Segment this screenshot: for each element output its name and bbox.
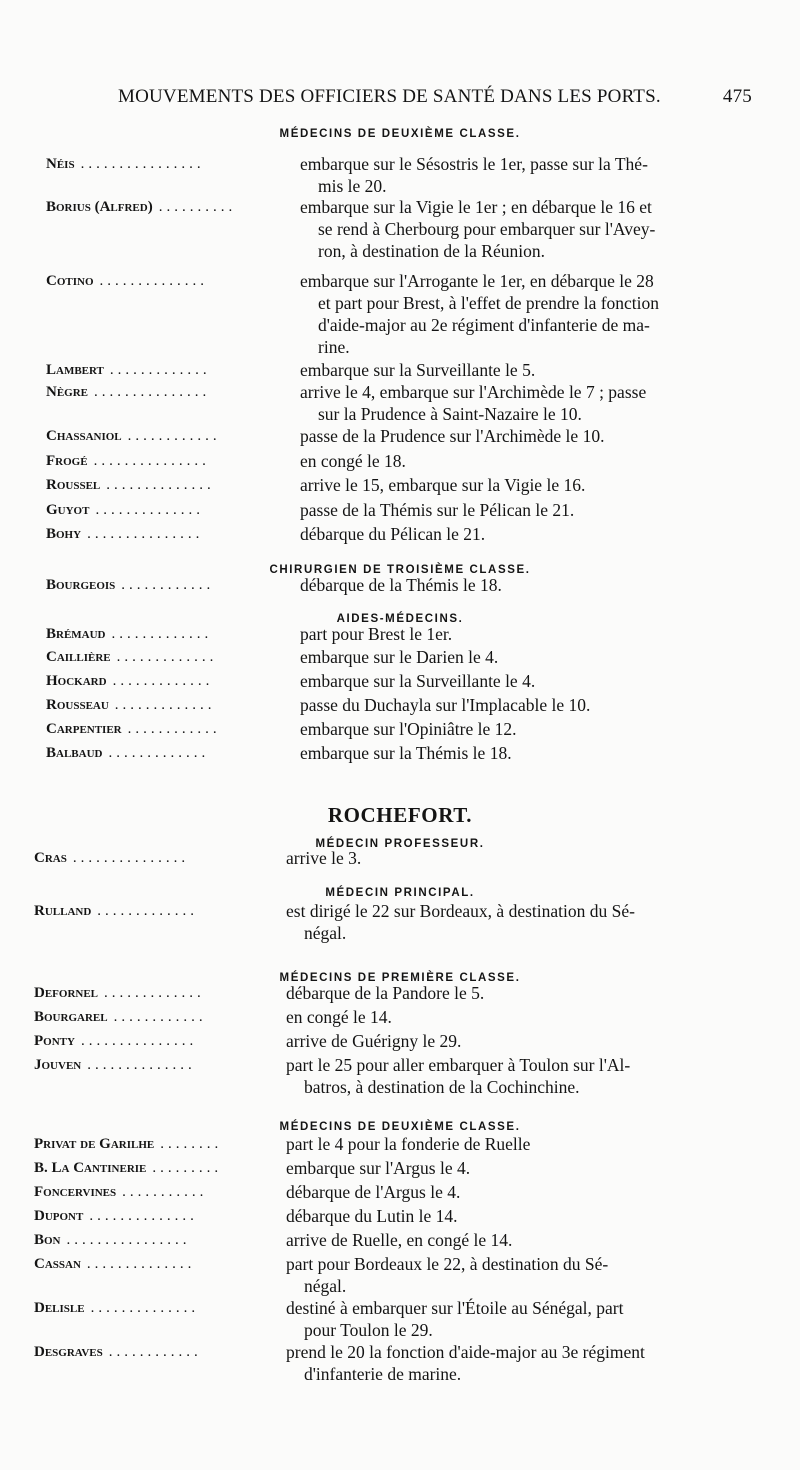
movement-description bbox=[300, 646, 750, 668]
roster-entry bbox=[0, 1229, 800, 1251]
dot-leader: .............. bbox=[106, 477, 215, 493]
dot-leader: ............ bbox=[121, 577, 215, 593]
roster-entry bbox=[0, 1341, 800, 1385]
movement-description bbox=[286, 847, 738, 869]
running-title: MOUVEMENTS DES OFFICIERS DE SANTÉ DANS LES PORTS. bbox=[118, 86, 661, 107]
description-line: embarque sur l'Opiniâtre le 12. bbox=[300, 719, 517, 739]
movement-description bbox=[286, 1157, 738, 1179]
movement-description bbox=[286, 1133, 738, 1155]
description-line: arrive de Guérigny le 29. bbox=[286, 1031, 462, 1051]
dot-leader: ............. bbox=[97, 903, 199, 919]
description-line: pour Toulon le 29. bbox=[304, 1320, 433, 1340]
dot-leader: .............. bbox=[90, 1300, 200, 1316]
description-line: part pour Bordeaux le 22, à destination du Sé- bbox=[286, 1254, 609, 1274]
officer-name: Hockard bbox=[46, 673, 107, 689]
dot-leader: ............. bbox=[108, 745, 210, 761]
roster-entry bbox=[0, 1205, 800, 1227]
description-line: négal. bbox=[304, 923, 347, 943]
roster-entry bbox=[0, 523, 800, 545]
section-heading: MÉDECIN PRINCIPAL. bbox=[325, 887, 475, 899]
roster-entry bbox=[0, 847, 800, 869]
roster-entry bbox=[0, 1133, 800, 1155]
roster-entry bbox=[0, 1030, 800, 1052]
movement-description bbox=[300, 623, 750, 645]
dot-leader: ............... bbox=[93, 453, 210, 469]
roster-entry bbox=[0, 574, 800, 596]
description-line: passe du Duchayla sur l'Implacable le 10. bbox=[300, 695, 591, 715]
roster-entry bbox=[0, 425, 800, 447]
movement-description bbox=[300, 574, 750, 596]
description-line: embarque sur la Thémis le 18. bbox=[300, 743, 512, 763]
officer-name: Carpentier bbox=[46, 721, 122, 737]
description-line: arrive de Ruelle, en congé le 14. bbox=[286, 1230, 513, 1250]
dot-leader: ............... bbox=[80, 1033, 198, 1049]
dot-leader: .............. bbox=[89, 1208, 198, 1224]
movement-description bbox=[286, 1297, 738, 1341]
description-line: embarque sur l'Argus le 4. bbox=[286, 1158, 471, 1178]
roster-entry bbox=[0, 196, 800, 262]
dot-leader: ................ bbox=[66, 1232, 191, 1248]
dot-leader: ............ bbox=[127, 721, 221, 737]
dot-leader: ............. bbox=[114, 697, 216, 713]
movement-description bbox=[286, 982, 738, 1004]
section-heading: MÉDECINS DE DEUXIÈME CLASSE. bbox=[279, 1121, 521, 1133]
description-line: passe de la Prudence sur l'Archimède le 10. bbox=[300, 426, 605, 446]
roster-entry bbox=[0, 900, 800, 944]
roster-entry bbox=[0, 1253, 800, 1297]
movement-description bbox=[300, 694, 750, 716]
description-line: mis le 20. bbox=[318, 176, 387, 196]
officer-name: Delisle bbox=[34, 1300, 85, 1316]
movement-description bbox=[300, 270, 750, 358]
movement-description bbox=[286, 1205, 738, 1227]
movement-description bbox=[300, 153, 750, 197]
officer-name: Cassan bbox=[34, 1256, 81, 1272]
roster-entry bbox=[0, 153, 800, 197]
description-line: arrive le 15, embarque sur la Vigie le 16. bbox=[300, 475, 586, 495]
dot-leader: ........... bbox=[122, 1184, 208, 1200]
movement-description bbox=[286, 1181, 738, 1203]
movement-description bbox=[300, 474, 750, 496]
movement-description bbox=[300, 670, 750, 692]
description-line: débarque de l'Argus le 4. bbox=[286, 1182, 461, 1202]
roster-entry bbox=[0, 694, 800, 716]
officer-name: Dupont bbox=[34, 1208, 84, 1224]
officer-name: Desgraves bbox=[34, 1344, 103, 1360]
running-header bbox=[118, 86, 752, 114]
description-line: arrive le 3. bbox=[286, 848, 362, 868]
officer-name: Bohy bbox=[46, 526, 82, 542]
dot-leader: ............... bbox=[87, 526, 204, 542]
description-line: en congé le 18. bbox=[300, 451, 406, 471]
description-line: débarque du Lutin le 14. bbox=[286, 1206, 458, 1226]
officer-name: Bon bbox=[34, 1232, 61, 1248]
movement-description bbox=[286, 1030, 738, 1052]
dot-leader: .............. bbox=[87, 1057, 196, 1073]
officer-name: Néis bbox=[46, 156, 75, 172]
roster-entry bbox=[0, 1054, 800, 1098]
description-line: sur la Prudence à Saint-Nazaire le 10. bbox=[318, 404, 582, 424]
section-heading: MÉDECINS DE DEUXIÈME CLASSE. bbox=[279, 128, 521, 140]
description-line: prend le 20 la fonction d'aide-major au 3e régiment bbox=[286, 1342, 645, 1362]
officer-name: Rousseau bbox=[46, 697, 109, 713]
description-line: en congé le 14. bbox=[286, 1007, 392, 1027]
officer-name: Nègre bbox=[46, 384, 89, 400]
description-line: part pour Brest le 1er. bbox=[300, 624, 453, 644]
roster-entry bbox=[0, 1181, 800, 1203]
dot-leader: ............. bbox=[111, 626, 213, 642]
description-line: arrive le 4, embarque sur l'Archimède le 7 ; passe bbox=[300, 382, 647, 402]
movement-description bbox=[300, 359, 750, 381]
officer-name: Balbaud bbox=[46, 745, 103, 761]
dot-leader: ............. bbox=[109, 362, 211, 378]
section-heading: MÉDECINS DE PREMIÈRE CLASSE. bbox=[279, 972, 521, 984]
movement-description bbox=[286, 900, 738, 944]
officer-name: Caillière bbox=[46, 649, 111, 665]
description-line: embarque sur la Vigie le 1er ; en débarque le 16 et bbox=[300, 197, 652, 217]
dot-leader: ......... bbox=[152, 1160, 223, 1176]
description-line: ron, à destination de la Réunion. bbox=[318, 241, 545, 261]
dot-leader: ............ bbox=[113, 1009, 207, 1025]
officer-name: Cotino bbox=[46, 273, 94, 289]
roster-entry bbox=[0, 359, 800, 381]
roster-entry bbox=[0, 381, 800, 425]
roster-entry bbox=[0, 623, 800, 645]
officer-name: Borius (Alfred) bbox=[46, 199, 153, 215]
officer-name: Foncervines bbox=[34, 1184, 117, 1200]
dot-leader: .............. bbox=[99, 273, 209, 289]
officer-name: Cras bbox=[34, 850, 67, 866]
dot-leader: ............ bbox=[127, 428, 221, 444]
roster-entry bbox=[0, 499, 800, 521]
officer-name: Bourgarel bbox=[34, 1009, 108, 1025]
description-line: part le 25 pour aller embarquer à Toulon sur l'Al- bbox=[286, 1055, 631, 1075]
description-line: débarque de la Thémis le 18. bbox=[300, 575, 502, 595]
dot-leader: .......... bbox=[158, 199, 237, 215]
roster-entry bbox=[0, 646, 800, 668]
description-line: d'aide-major au 2e régiment d'infanterie de ma- bbox=[318, 315, 650, 335]
officer-name: Privat de Garilhe bbox=[34, 1136, 155, 1152]
officer-name: Roussel bbox=[46, 477, 101, 493]
officer-name: Guyot bbox=[46, 502, 90, 518]
description-line: part le 4 pour la fonderie de Ruelle bbox=[286, 1134, 531, 1154]
movement-description bbox=[286, 1253, 738, 1297]
movement-description bbox=[286, 1229, 738, 1251]
dot-leader: ............. bbox=[104, 985, 205, 1001]
description-line: embarque sur le Sésostris le 1er, passe sur la Thé- bbox=[300, 154, 648, 174]
roster-entry bbox=[0, 670, 800, 692]
movement-description bbox=[300, 381, 750, 425]
description-line: se rend à Cherbourg pour embarquer sur l'Avey- bbox=[318, 219, 656, 239]
dot-leader: ................ bbox=[80, 156, 205, 172]
roster-entry bbox=[0, 270, 800, 358]
roster-entry bbox=[0, 718, 800, 740]
description-line: embarque sur la Surveillante le 5. bbox=[300, 360, 536, 380]
roster-entry bbox=[0, 1006, 800, 1028]
movement-description bbox=[300, 718, 750, 740]
movement-description bbox=[300, 425, 750, 447]
section-heading: MÉDECIN PROFESSEUR. bbox=[315, 838, 485, 850]
officer-name: Rulland bbox=[34, 903, 92, 919]
description-line: batros, à destination de la Cochinchine. bbox=[304, 1077, 580, 1097]
officer-name: Lambert bbox=[46, 362, 104, 378]
section-heading: CHIRURGIEN DE TROISIÈME CLASSE. bbox=[269, 564, 531, 576]
movement-description bbox=[300, 499, 750, 521]
description-line: débarque de la Pandore le 5. bbox=[286, 983, 485, 1003]
dot-leader: ........ bbox=[160, 1136, 223, 1152]
officer-name: Frogé bbox=[46, 453, 88, 469]
officer-name: B. La Cantinerie bbox=[34, 1160, 147, 1176]
page-number: 475 bbox=[722, 86, 752, 107]
officer-name: Defornel bbox=[34, 985, 99, 1001]
dot-leader: ............ bbox=[108, 1344, 202, 1360]
dot-leader: .............. bbox=[95, 502, 204, 518]
description-line: embarque sur le Darien le 4. bbox=[300, 647, 499, 667]
movement-description bbox=[286, 1054, 738, 1098]
dot-leader: ............... bbox=[94, 384, 211, 400]
dot-leader: ............. bbox=[112, 673, 214, 689]
movement-description bbox=[300, 742, 750, 764]
roster-entry bbox=[0, 1297, 800, 1341]
movement-description bbox=[286, 1341, 738, 1385]
officer-name: Ponty bbox=[34, 1033, 75, 1049]
roster-entry bbox=[0, 450, 800, 472]
section-heading: AIDES-MÉDECINS. bbox=[336, 613, 464, 625]
officer-name: Bourgeois bbox=[46, 577, 116, 593]
movement-description bbox=[300, 196, 750, 262]
description-line: embarque sur la Surveillante le 4. bbox=[300, 671, 536, 691]
description-line: et part pour Brest, à l'effet de prendre la fonction bbox=[318, 293, 660, 313]
dot-leader: ............... bbox=[72, 850, 190, 866]
movement-description bbox=[286, 1006, 738, 1028]
roster-entry bbox=[0, 982, 800, 1004]
officer-name: Brémaud bbox=[46, 626, 106, 642]
description-line: embarque sur l'Arrogante le 1er, en débarque le 28 bbox=[300, 271, 654, 291]
description-line: débarque du Pélican le 21. bbox=[300, 524, 486, 544]
roster-entry bbox=[0, 1157, 800, 1179]
movement-description bbox=[300, 450, 750, 472]
description-line: d'infanterie de marine. bbox=[304, 1364, 462, 1384]
dot-leader: ............. bbox=[116, 649, 218, 665]
dot-leader: .............. bbox=[86, 1256, 196, 1272]
description-line: passe de la Thémis sur le Pélican le 21. bbox=[300, 500, 575, 520]
officer-name: Chassaniol bbox=[46, 428, 122, 444]
roster-entry bbox=[0, 474, 800, 496]
description-line: négal. bbox=[304, 1276, 347, 1296]
movement-description bbox=[300, 523, 750, 545]
description-line: destiné à embarquer sur l'Étoile au Sénégal, part bbox=[286, 1298, 624, 1318]
roster-entry bbox=[0, 742, 800, 764]
description-line: rine. bbox=[318, 337, 350, 357]
port-heading: ROCHEFORT. bbox=[327, 803, 473, 827]
description-line: est dirigé le 22 sur Bordeaux, à destination du Sé- bbox=[286, 901, 635, 921]
officer-name: Jouven bbox=[34, 1057, 82, 1073]
